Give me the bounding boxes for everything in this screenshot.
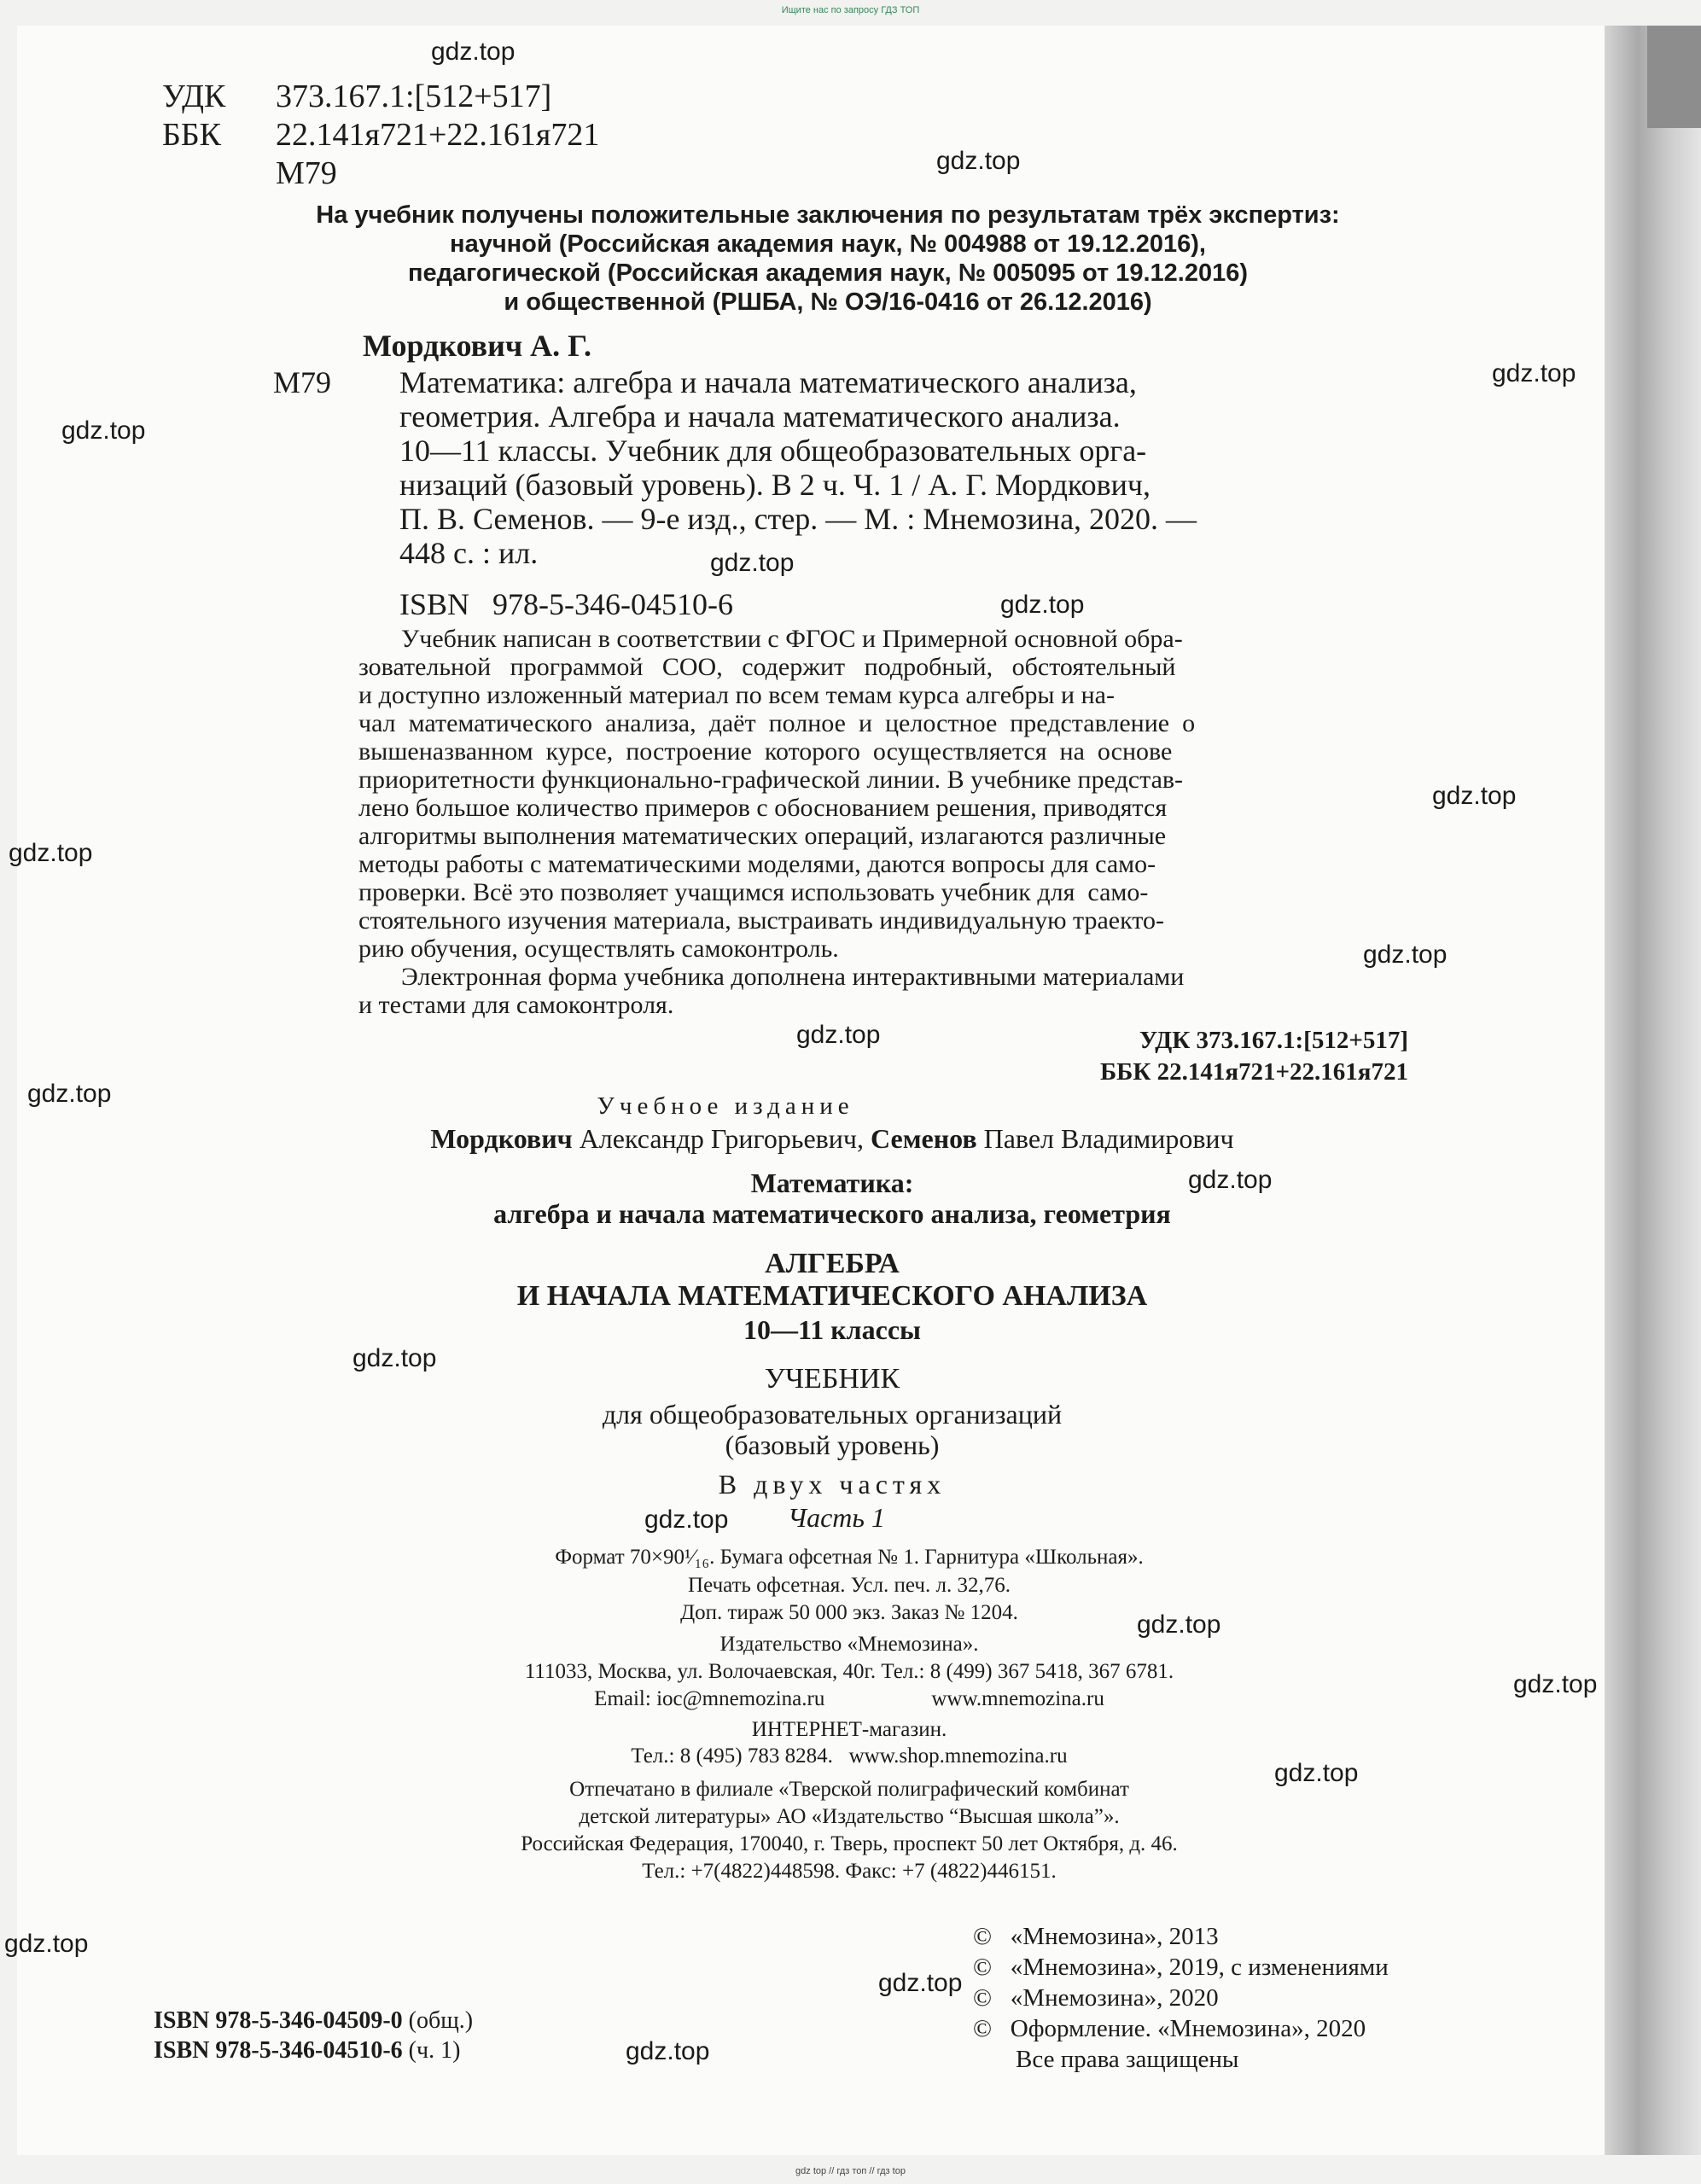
annotation-line: приоритетности функционально-графической линии. В учебнике представ- (358, 766, 1184, 794)
imprint-contacts: Email: ioc@mnemozina.ru www.mnemozina.ru (594, 1687, 1104, 1710)
watermark: gdz.top (27, 1080, 112, 1108)
author1-surname: Мордкович (430, 1123, 573, 1154)
bib-code: М79 (273, 365, 332, 399)
bbk-line (162, 117, 600, 153)
watermark: gdz.top (644, 1506, 729, 1534)
expertise-line: На учебник получены положительные заключения по результатам трёх экспертиз: (316, 201, 1340, 229)
isbn-note: (общ.) (408, 2007, 474, 2034)
edition-part: Часть 1 (788, 1502, 885, 1533)
annotation-line: вышеназванном курсе, построение которого осуществляется на основе (358, 737, 1173, 766)
bib-line: геометрия. Алгебра и начала математического анализа. (399, 399, 1121, 434)
imprint-printer-4: Тел.: +7(4822)448598. Факс: +7 (4822)446151. (642, 1860, 1057, 1883)
annotation-line: и доступно изложенный материал по всем темам курса алгебры и на- (358, 681, 1115, 709)
bib-isbn: ISBN 978-5-346-04510-6 (399, 587, 733, 621)
expertise-line: и общественной (РШБА, № ОЭ/16-0416 от 26.12.2016) (504, 288, 1152, 316)
annotation-line: чал математического анализа, даёт полное и целостное представление о (358, 709, 1196, 737)
watermark: gdz.top (936, 147, 1021, 175)
annotation-line: Учебник написан в соответствии с ФГОС и Примерной основной обра- (401, 625, 1183, 653)
watermark: gdz.top (1513, 1670, 1598, 1698)
imprint-shop: Тел.: 8 (495) 783 8284. www.shop.mnemozina.ru (631, 1744, 1068, 1768)
edition-subject-sub: алгебра и начала математического анализа, геометрия (493, 1198, 1171, 1229)
edition-for-2: (базовый уровень) (725, 1430, 940, 1460)
copyright-line: © «Мнемозина», 2020 (973, 1984, 1219, 2012)
watermark: gdz.top (1432, 782, 1517, 810)
top-tag[interactable]: Ищите нас по запросу ГДЗ ТОП (781, 5, 920, 15)
bbk-value: 22.141я721+22.161я721 (276, 117, 600, 153)
watermark: gdz.top (1492, 359, 1576, 387)
watermark: gdz.top (796, 1021, 881, 1049)
bib-line: П. В. Семенов. — 9-е изд., стер. — М. : Мнемозина, 2020. — (399, 502, 1197, 536)
watermark: gdz.top (1188, 1166, 1273, 1194)
edition-subject: Математика: (750, 1168, 914, 1198)
isbn-label: ISBN (154, 2037, 210, 2064)
bbk-bottom: ББК 22.141я721+22.161я721 (1099, 1058, 1408, 1086)
imprint-address: 111033, Москва, ул. Волочаевская, 40г. Тел.: 8 (499) 367 5418, 367 6781. (524, 1660, 1174, 1683)
edition-parts: В двух частях (718, 1469, 947, 1500)
watermark: gdz.top (9, 839, 93, 867)
copyright-line: © «Мнемозина», 2013 (973, 1923, 1219, 1950)
bib-author: Мордкович А. Г. (363, 329, 591, 363)
imprint-shop-label: ИНТЕРНЕТ-магазин. (751, 1718, 947, 1741)
annotation-line: зовательной программой СОО, содержит подробный, обстоятельный (358, 653, 1176, 681)
copyright-line: © «Мнемозина», 2019, с изменениями (973, 1954, 1389, 1981)
annotation-line: стоятельного изучения материала, выстраивать индивидуальную траекто- (358, 906, 1164, 935)
edition-kind: УЧЕБНИК (764, 1363, 900, 1395)
edition-type: Учебное издание (597, 1092, 854, 1120)
annotation-line: проверки. Всё это позволяет учащимся использовать учебник для само- (358, 878, 1149, 906)
watermark: gdz.top (352, 1344, 437, 1372)
author1-name: Александр Григорьевич, (572, 1123, 871, 1154)
imprint-printer-3: Российская Федерация, 170040, г. Тверь, проспект 50 лет Октября, д. 46. (521, 1832, 1178, 1855)
watermark: gdz.top (1000, 591, 1085, 619)
edition-authors (213, 1123, 1451, 1155)
imprint-publisher: Издательство «Мнемозина». (719, 1633, 979, 1656)
isbn-line-part (154, 2037, 460, 2065)
annotation-line: Электронная форма учебника дополнена интерактивными материалами (401, 963, 1185, 991)
imprint-print: Печать офсетная. Усл. печ. л. 32,76. (688, 1574, 1011, 1597)
isbn-value: 978-5-346-04510-6 (215, 2037, 403, 2064)
edition-for-1: для общеобразовательных организаций (602, 1399, 1063, 1430)
udk-value: 373.167.1:[512+517] (276, 79, 552, 114)
imprint-run: Доп. тираж 50 000 экз. Заказ № 1204. (680, 1601, 1018, 1624)
bbk-label: ББК (162, 117, 221, 153)
scan-edge (1605, 26, 1701, 2155)
watermark: gdz.top (626, 2037, 710, 2065)
imprint-format: Формат 70×90¹⁄₁₆. Бумага офсетная № 1. Гарнитура «Школьная». (555, 1546, 1144, 1569)
expertise-line: научной (Российская академия наук, № 004988 от 19.12.2016), (450, 230, 1206, 258)
edition-title-1: АЛГЕБРА (765, 1248, 900, 1279)
bib-record (399, 365, 1407, 570)
copyright-rights: Все права защищены (1016, 2046, 1239, 2073)
author2-surname: Семенов (870, 1123, 977, 1154)
bottom-tag[interactable]: gdz top // гдз топ // гдз top (795, 2166, 906, 2176)
annotation-line: и тестами для самоконтроля. (358, 991, 674, 1019)
watermark: gdz.top (878, 1969, 963, 1997)
watermark: gdz.top (710, 549, 795, 577)
bib-line: низаций (базовый уровень). В 2 ч. Ч. 1 / А. Г. Мордкович, (399, 468, 1151, 502)
expertise-block (171, 201, 1485, 317)
isbn-note: (ч. 1) (408, 2037, 461, 2064)
copyright-line: © Оформление. «Мнемозина», 2020 (973, 2015, 1366, 2042)
expertise-line: педагогической (Российская академия наук, № 005095 от 19.12.2016) (407, 259, 1249, 287)
scan-edge-dark (1647, 26, 1701, 128)
imprint-printer-2: детской литературы» АО «Издательство “Высшая школа”». (579, 1805, 1120, 1828)
annotation-line: лено большое количество примеров с обоснованием решения, приводятся (358, 794, 1168, 822)
watermark: gdz.top (1363, 941, 1448, 969)
udk-bottom: УДК 373.167.1:[512+517] (1139, 1027, 1408, 1054)
bib-line: 10—11 классы. Учебник для общеобразовательных орга- (399, 434, 1147, 468)
isbn-value: 978-5-346-04509-0 (215, 2007, 403, 2034)
udk-label: УДК (162, 79, 226, 114)
watermark: gdz.top (1274, 1759, 1359, 1787)
annotation-line: алгоритмы выполнения математических операций, излагаются различные (358, 822, 1167, 850)
annotation-line: рию обучения, осуществлять самоконтроль. (358, 935, 839, 963)
watermark: gdz.top (61, 416, 146, 445)
imprint-printer-1: Отпечатано в филиале «Тверской полиграфический комбинат (569, 1778, 1129, 1801)
udk-line (162, 79, 552, 114)
watermark: gdz.top (1137, 1610, 1221, 1639)
author2-name: Павел Владимирович (976, 1123, 1234, 1154)
isbn-label: ISBN (154, 2007, 210, 2034)
bib-line: 448 с. : ил. (399, 536, 539, 570)
watermark: gdz.top (4, 1930, 89, 1958)
annotation-line: методы работы с математическими моделями, даются вопросы для само- (358, 850, 1156, 878)
header-code: М79 (276, 155, 337, 191)
watermark: gdz.top (431, 38, 516, 66)
edition-title-2: И НАЧАЛА МАТЕМАТИЧЕСКОГО АНАЛИЗА (516, 1280, 1148, 1312)
isbn-line-general (154, 2007, 473, 2035)
edition-grades: 10—11 классы (743, 1314, 921, 1345)
annotation (358, 625, 1408, 1019)
bib-line: Математика: алгебра и начала математического анализа, (399, 365, 1137, 399)
